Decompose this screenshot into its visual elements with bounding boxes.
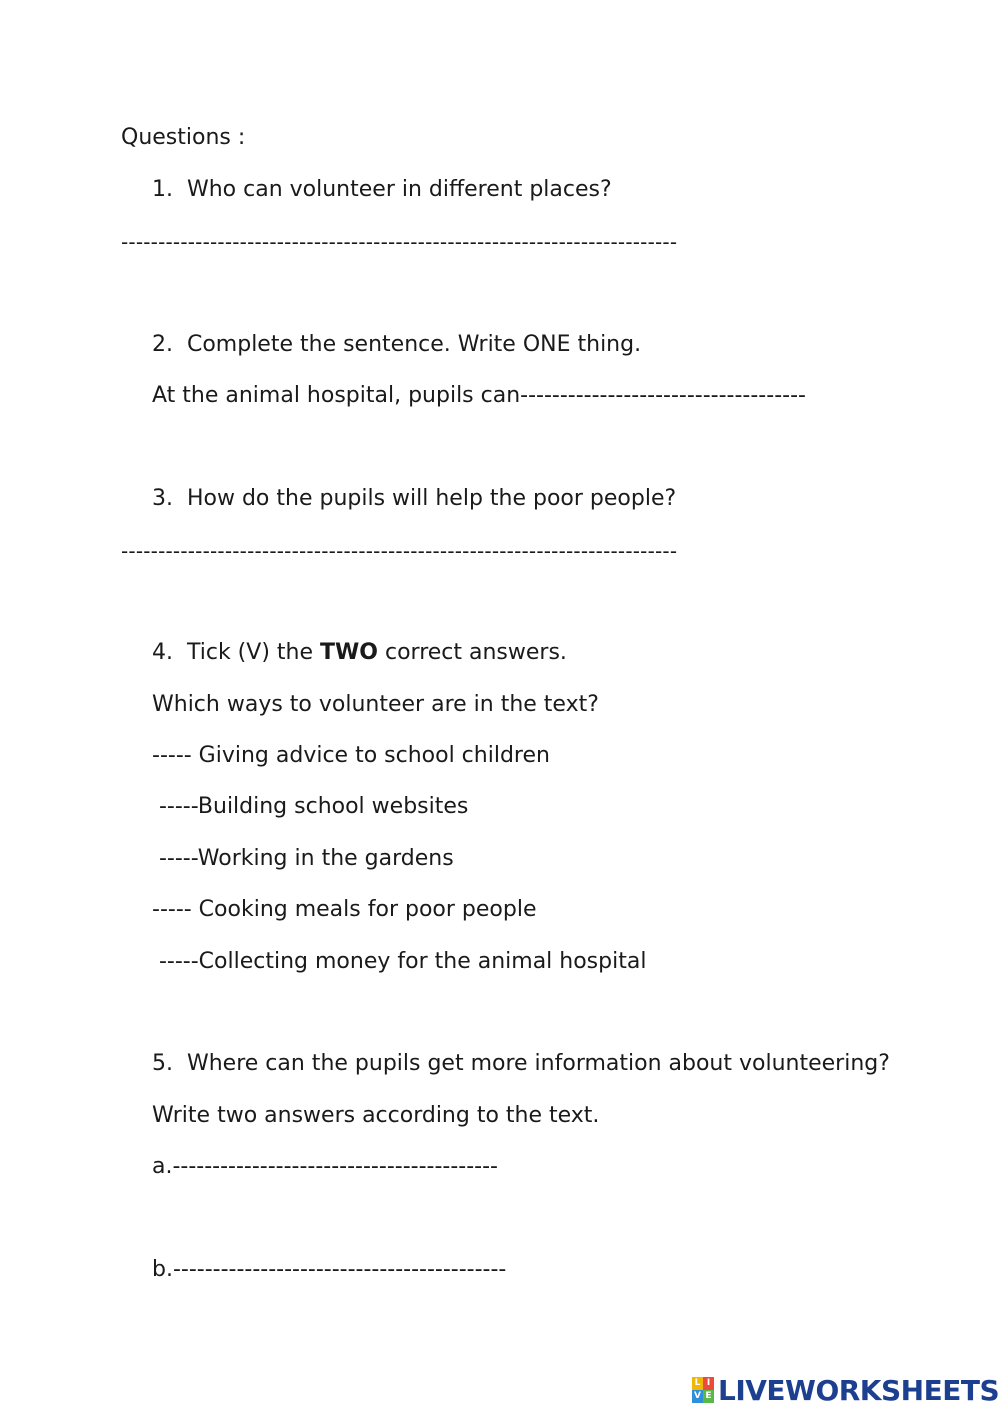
question-4-emphasis: TWO	[320, 640, 378, 665]
question-4-subtext: Which ways to volunteer are in the text?	[152, 692, 599, 717]
logo-mark-i: I	[703, 1377, 714, 1390]
question-1: 1. Who can volunteer in different places?	[152, 177, 612, 202]
question-4	[152, 638, 567, 668]
liveworksheets-logo-text: LIVEWORKSHEETS	[718, 1373, 1000, 1407]
answer-line-3[interactable]: ---------------------------------------------------------------------------	[121, 539, 678, 563]
answer-line-1[interactable]: ---------------------------------------------------------------------------	[121, 230, 678, 254]
question-2-prompt[interactable]: At the animal hospital, pupils can------------------------------------	[152, 383, 806, 408]
liveworksheets-logo	[692, 1373, 999, 1407]
option-building-websites[interactable]: -----Building school websites	[152, 794, 469, 819]
answer-b[interactable]: b.------------------------------------------	[152, 1257, 507, 1282]
option-collecting-money[interactable]: -----Collecting money for the animal hospital	[152, 949, 647, 974]
logo-mark-v: V	[692, 1390, 703, 1403]
option-working-gardens[interactable]: -----Working in the gardens	[152, 846, 454, 871]
question-5-subtext: Write two answers according to the text.	[152, 1103, 600, 1128]
option-cooking-meals[interactable]: ----- Cooking meals for poor people	[152, 897, 537, 922]
logo-mark-l: L	[692, 1377, 703, 1390]
question-4-text-before: 4. Tick (V) the	[152, 640, 320, 665]
option-giving-advice[interactable]: ----- Giving advice to school children	[152, 743, 550, 768]
answer-a[interactable]: a.-----------------------------------------	[152, 1154, 498, 1179]
question-5: 5. Where can the pupils get more information about volunteering?	[152, 1051, 890, 1076]
question-3: 3. How do the pupils will help the poor people?	[152, 486, 677, 511]
questions-heading: Questions :	[121, 125, 246, 150]
question-2: 2. Complete the sentence. Write ONE thing.	[152, 332, 642, 357]
logo-mark-e: E	[703, 1390, 714, 1403]
question-4-text-after: correct answers.	[377, 640, 567, 665]
liveworksheets-logo-mark	[692, 1377, 714, 1403]
